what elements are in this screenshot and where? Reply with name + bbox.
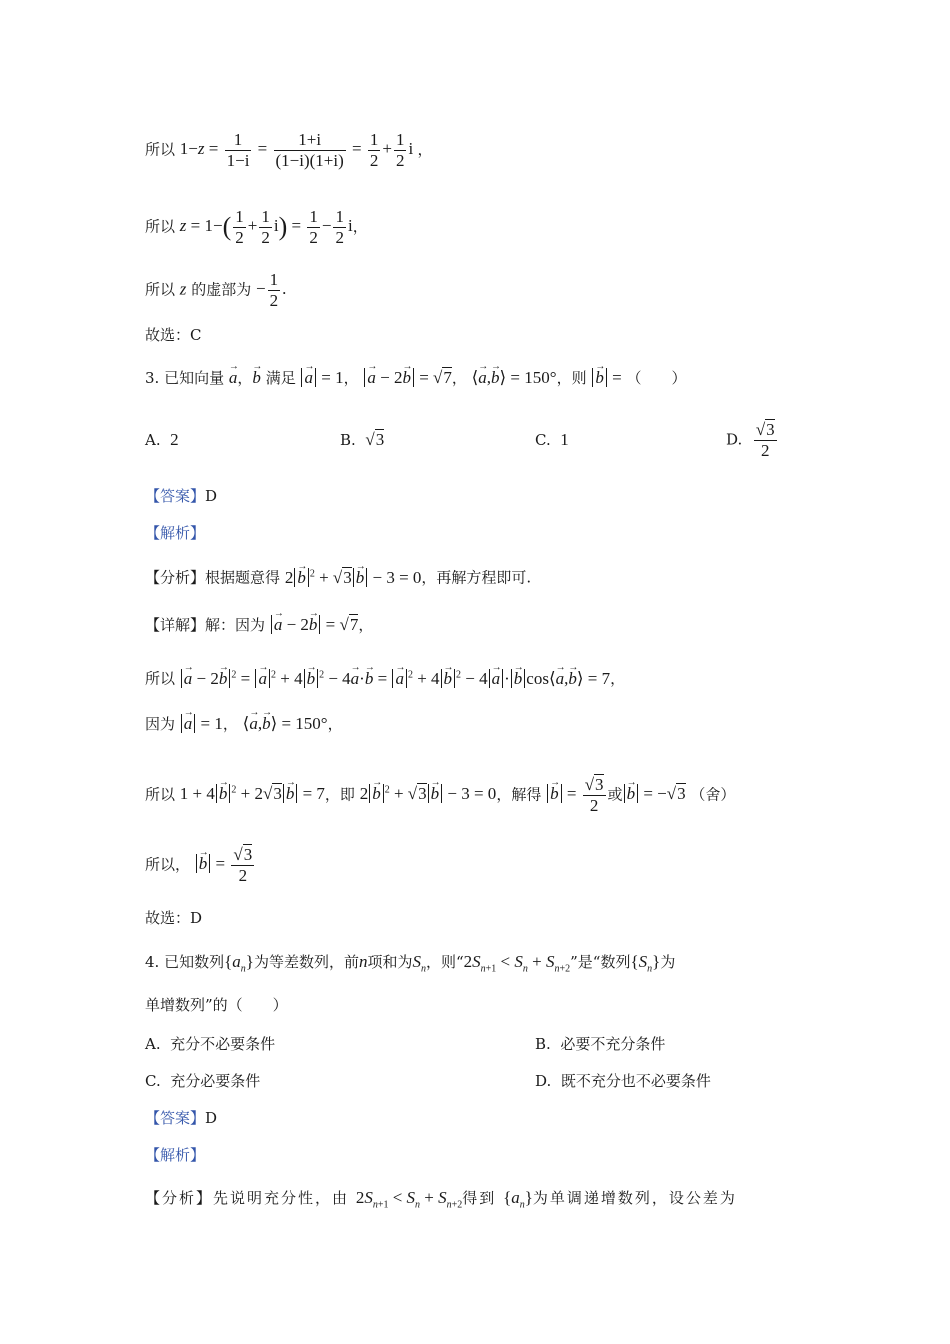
prior-line-1 [145, 130, 432, 171]
math: $2S_{n+1} < S_n + S_{n+2}$ [463, 952, 571, 975]
prior-line-2 [145, 207, 368, 248]
text: D. [726, 430, 743, 449]
math: $\{a_n\}$ [224, 952, 254, 975]
math: → b = [591, 368, 621, 387]
text: 既不充分也不必要条件 [560, 1072, 711, 1090]
math: 2→ b $^2$ + √3→ b − 3 = 0 [360, 784, 497, 803]
text: D. [535, 1072, 552, 1090]
text: 所以 [145, 140, 176, 159]
text: ， [352, 217, 368, 236]
q4-stem [145, 952, 675, 979]
text: 所以 [145, 280, 176, 299]
math-3: − $\frac{1}{2}$ . [256, 270, 287, 310]
text: 所以， [145, 855, 191, 874]
math: → b = −√3 [623, 784, 686, 803]
text: ， [417, 140, 433, 159]
q4-stem-2: 单增数列”的（ ） [145, 996, 288, 1014]
prior-answer: 故选：C [145, 326, 202, 344]
math: ⟨→ a,→ b⟩ = 150° [243, 714, 328, 733]
math: → a − 2→ b = √7 [270, 615, 359, 634]
text: 【分析】 [145, 568, 206, 587]
text: 所以 [145, 217, 176, 236]
q3-step-2: 因为 → a = 1， ⟨→ a,→ b⟩ = 150°， [145, 714, 343, 734]
text: B. [340, 431, 356, 449]
q4-number: 4. [145, 953, 160, 971]
prior-line-3 [145, 270, 286, 311]
math-1: 1−z = $\frac{1}{1-i}$ = $\frac{1+i}{(1-i)(1+i)}$ = $\frac{1}{2}$ + $\frac{1}{2}$ i [179, 130, 418, 170]
math: $2S_{n+1} < S_n + S_{n+2}$ [355, 1188, 463, 1211]
text: ”是“数列 [570, 953, 631, 971]
text: 为等差数列，前 [253, 953, 359, 971]
text: 2 [170, 430, 179, 449]
math: 1 + 4→ b $^2$ + 2√3→ b = 7 [180, 784, 325, 803]
text: 必要不充分条件 [560, 1035, 666, 1053]
text: 根据题意得 [205, 568, 281, 587]
math: → a = 1 [180, 714, 223, 733]
text: 得到 [462, 1189, 497, 1207]
q4-option-b [535, 1034, 665, 1054]
q3-step-1: 所以 → a − 2→ b $^2$ = → a $^2$ + 4→ b $^2$ − 4→ a·→ b = → a $^2$ + 4→ b $^2$ − 4→ a ·→ b cos⟨→ a,→ b⟩ = 7， [145, 665, 625, 689]
q3-option-d [726, 420, 779, 461]
text: （舍） [690, 785, 736, 804]
q3-number: 3. [145, 369, 160, 387]
text: D [205, 487, 218, 505]
q3-answer [145, 486, 217, 506]
text: 所以 [145, 785, 176, 804]
text: 【详解】 [145, 616, 206, 634]
math-2: z = 1−( $\frac{1}{2}$ + $\frac{1}{2}$ i) = $\frac{1}{2}$ − $\frac{1}{2}$ i [179, 207, 353, 247]
text: 已知数列 [164, 953, 225, 971]
math: ⟨→ a,→ b⟩ = 150° [472, 368, 557, 387]
q4-option-c [145, 1071, 260, 1091]
text: C. [535, 431, 551, 449]
math-z: z [179, 279, 187, 299]
text: B. [535, 1035, 551, 1053]
text: 为单调递增数列，设公差为 [532, 1189, 737, 1207]
q4-answer [145, 1108, 217, 1128]
q3-options [0, 420, 950, 470]
math: → b [252, 368, 261, 387]
q3-step-4 [145, 845, 256, 886]
q3-analysis [145, 564, 531, 588]
text: A. [145, 431, 161, 449]
math: 2→ b $^2$ + √3→ b − 3 = 0 [285, 568, 422, 587]
q3-step-3 [145, 775, 735, 816]
text: 已知向量 [164, 369, 225, 387]
q3-option-c [535, 430, 569, 450]
text: ，则“ [425, 953, 464, 971]
text: ，解得 [496, 785, 542, 804]
q4-option-a [145, 1034, 275, 1054]
text: 充分必要条件 [170, 1072, 261, 1090]
text: 解：因为 [205, 616, 266, 634]
math: $\{a_n\}$ [503, 1188, 533, 1211]
text: 3 [375, 430, 385, 449]
math: $\{S_n\}$ [630, 952, 661, 975]
math: → a − 2→ b = √7 [363, 368, 452, 387]
text: （ ） [626, 369, 687, 387]
text: 【答案】 [145, 1109, 206, 1127]
q3-jiexi: 【解析】 [145, 524, 206, 542]
math: → a − 2→ b $^2$ = → a $^2$ + 4→ b $^2$ − 4→ a·→ b = → a $^2$ + 4→ b $^2$ − 4→ a ·→ b cos⟨→ a,→ b⟩ = 7 [180, 669, 610, 688]
q4-jiexi: 【解析】 [145, 1146, 206, 1164]
q3-detail: 【详解】解：因为 → a − 2→ b = √7， [145, 615, 373, 635]
math: → b = $\frac{√3}{2}$ [195, 854, 256, 873]
q3-stem: 3. 已知向量 → a，→ b 满足 → a = 1， → a − 2→ b = √7， ⟨→ a,→ b⟩ = 150°，则 → b = （ ） [145, 368, 687, 388]
math: n [358, 952, 368, 971]
text: D [205, 1109, 218, 1127]
text: ，则 [556, 369, 587, 387]
q4-option-d [535, 1071, 711, 1091]
text: 项和为 [367, 953, 413, 971]
text: 【分析】 [145, 1189, 214, 1207]
text: ，再解方程即可. [421, 568, 532, 587]
math: $\frac{√3}{2}$ [755, 420, 775, 460]
q3-option-b [340, 430, 384, 450]
math: √3 [365, 430, 385, 449]
q3-option-a [145, 430, 179, 450]
text: 所以 [145, 669, 176, 688]
q3-choose: 故选：D [145, 909, 203, 927]
math: → b = $\frac{√3}{2}$ [546, 784, 607, 803]
text: 充分不必要条件 [170, 1035, 276, 1053]
text: 因为 [145, 715, 176, 733]
text: 满足 [265, 369, 296, 387]
text: ，即 [324, 785, 355, 804]
q4-analysis [145, 1188, 737, 1215]
math: $S_n$ [412, 952, 426, 975]
text: 为 [660, 953, 676, 971]
text: 先说明充分性，由 [213, 1189, 350, 1207]
text: 或 [607, 785, 623, 804]
text: C. [145, 1072, 161, 1090]
math: → a = 1 [300, 368, 343, 387]
text: 的虚部为 [191, 280, 252, 299]
text: 【答案】 [145, 487, 206, 505]
math: → a [229, 368, 238, 387]
text: 1 [560, 430, 569, 449]
text: A. [145, 1035, 161, 1053]
